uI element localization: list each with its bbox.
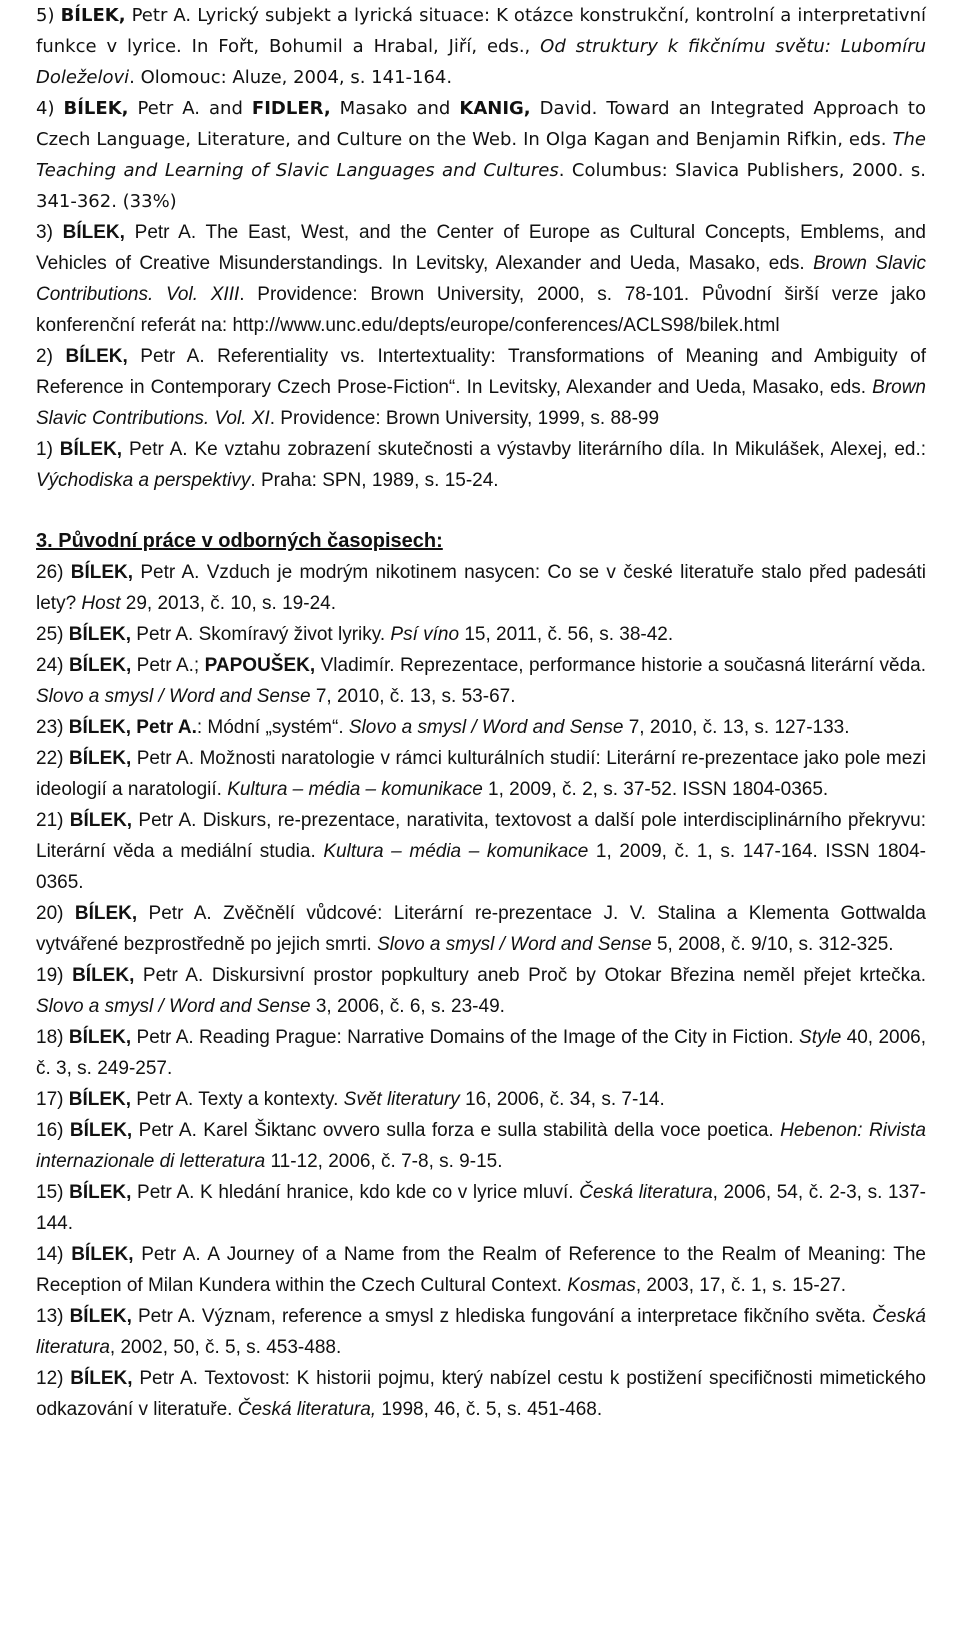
reference-entry [36,1115,926,1177]
publication-title: Hebenon: Rivista internazionale di letteratura [36,1120,926,1172]
reference-entry [36,557,926,619]
publication-title: Česká literatura [579,1182,713,1203]
author-rest: Petr A. [125,5,192,26]
coauthor-name: FIDLER, [251,98,331,119]
author-name: BÍLEK, [68,1027,132,1048]
reference-entry [36,1177,926,1239]
publication-title: Brown Slavic Contributions. Vol. XIII [36,253,926,305]
reference-entry-3 [36,217,926,341]
author-rest: Petr A. [124,222,197,243]
entry-text: Referentiality vs. Intertextuality: Transformations of Meaning and Ambiguity of Reference in Contemporary Czech Prose-Fiction“. In Levitsky, Alexander and Ueda, Masako, eds. [36,346,926,398]
publication-title: Východiska a perspektivy [36,470,251,491]
entry-tail: 1998, 46, č. 5, s. 451-468. [376,1399,603,1420]
publication-title: Slovo a smysl / Word and Sense [36,686,311,707]
author-name: BÍLEK, Petr A. [68,717,197,738]
publication-title: Slovo a smysl / Word and Sense [36,996,311,1017]
section-heading: 3. Původní práce v odborných časopisech: [36,530,443,552]
entry-text: Skomíravý život lyriky. [193,624,391,645]
publication-title: Brown Slavic Contributions. Vol. XI [36,377,926,429]
coauthor-name: PAPOUŠEK, [204,655,316,676]
reference-entry [36,712,926,743]
entry-tail: 29, 2013, č. 10, s. 19-24. [120,593,336,614]
entry-number: 25) [36,624,64,645]
author-rest: Petr A. [132,1120,197,1141]
author-rest: Petr A. [131,1182,195,1203]
entry-text: Karel Šiktanc ovvero sulla forza e sulla stabilità della voce poetica. [196,1120,781,1141]
reference-entry [36,1363,926,1425]
entry-text: Diskurs, re-prezentace, narativita, textovost a další pole interdisciplinárního překryvu: Literární věda a mediální studia. [36,810,927,862]
publication-title: Česká literatura [36,1306,926,1358]
reference-entry-5 [36,0,926,93]
entry-tail: 1, 2009, č. 2, s. 37-52. ISSN 1804-0365. [482,779,829,800]
publication-title: Kultura – média – komunikace [323,841,589,862]
entry-number: 12) [36,1368,64,1389]
author-name: BÍLEK, [70,562,134,583]
publication-title: Host [81,593,121,614]
author-rest: Petr A. and [128,98,252,119]
entry-text: David. Toward an Integrated Approach to Czech Language, Literature, and Culture on the Web. In Olga Kagan and Benjamin Rifkin, eds. [36,98,926,150]
entry-tail: 3, 2006, č. 6, s. 23-49. [310,996,505,1017]
entry-text: : Módní „systém“. [196,717,349,738]
entry-text: Vladimír. Reprezentace, performance historie a současná literární věda. [315,655,926,676]
publication-title: Od struktury k fikčnímu světu: Lubomíru Doleželovi [36,36,927,88]
entry-number: 19) [36,965,64,986]
publication-title: Psí víno [390,624,460,645]
entry-text: Význam, reference a smysl z hlediska fungování a interpretace fikčního světa. [195,1306,873,1327]
author-rest: Petr A. [134,965,204,986]
reference-entry [36,960,926,1022]
entry-tail: 7, 2010, č. 13, s. 127-133. [623,717,850,738]
reference-entry-2 [36,341,926,434]
entry-text: Texty a kontexty. [193,1089,344,1110]
author-rest: Petr A. [137,903,212,924]
reference-entry [36,898,926,960]
entry-tail: 5, 2008, č. 9/10, s. 312-325. [651,934,894,955]
author-name: BÍLEK, [68,748,132,769]
entry-number: 22) [36,748,64,769]
entry-number: 24) [36,655,64,676]
author-rest: Petr A. [122,439,188,460]
author-name: BÍLEK, [63,98,129,119]
reference-entry [36,1084,926,1115]
author-name: BÍLEK, [69,810,133,831]
publication-title: Kultura – média – komunikace [227,779,483,800]
coauthor-name: KANIG, [459,98,531,119]
entry-text: Možnosti naratologie v rámci kulturálních studií: Literární re-prezentace jako pole mezi ideologií a naratologií. [36,748,927,800]
entry-text: K hledání hranice, kdo kde co v lyrice mluví. [194,1182,580,1203]
author-name: BÍLEK, [71,1244,134,1265]
coauthor-rest: Masako and [330,98,460,119]
entry-tail: . Praha: SPN, 1989, s. 15-24. [250,470,499,491]
author-name: BÍLEK, [69,1306,132,1327]
entry-text: A Journey of a Name from the Realm of Reference to the Realm of Meaning: The Reception of Milan Kundera within the Czech Cultural Context. [36,1244,927,1296]
entry-text: The East, West, and the Center of Europe as Cultural Concepts, Emblems, and Vehicles of Creative Misunderstandings. In Levitsky, Alexander and Ueda, Masako, eds. [36,222,926,274]
reference-entry-1 [36,434,926,496]
journal-reference-list [36,557,926,1425]
author-rest: Petr A. [131,624,194,645]
entry-number: 26) [36,562,64,583]
entry-tail: , 2006, 54, č. 2-3, s. 137-144. [36,1182,927,1234]
author-name: BÍLEK, [69,1182,132,1203]
entry-text: Zvěčnělí vůdcové: Literární re-prezentace J. V. Stalina a Klementa Gottwalda vytvářené bezprostředně po jejich smrti. [36,903,926,955]
entry-tail: . Columbus: Slavica Publishers, 2000. s. 341-362. (33%) [36,160,926,212]
entry-text: Ke vztahu zobrazení skutečnosti a výstavby literárního díla. In Mikulášek, Alexej, ed.: [187,439,927,460]
author-rest: Petr A. [133,562,200,583]
entry-text: Lyrický subjekt a lyrická situace: K otázce konstrukční, kontrolní a interpretativní funkce v lyrice. In Fořt, Bohumil a Hrabal, Jiří, eds., [36,5,926,57]
entry-tail: . Providence: Brown University, 1999, s. 88-99 [269,408,660,429]
entry-number: 5) [36,5,55,26]
top-reference-list [36,0,926,496]
entry-tail: 40, 2006, č. 3, s. 249-257. [36,1027,926,1079]
entry-number: 20) [36,903,64,924]
author-rest: Petr A. [127,346,205,367]
author-name: BÍLEK, [68,1089,132,1110]
entry-tail: . Olomouc: Aluze, 2004, s. 141-164. [129,67,453,88]
entry-number: 4) [36,98,55,119]
entry-number: 18) [36,1027,64,1048]
reference-entry [36,805,926,898]
entry-tail: 11-12, 2006, č. 7-8, s. 9-15. [265,1151,503,1172]
author-name: BÍLEK, [62,222,125,243]
entry-tail: . Providence: Brown University, 2000, s. 78-101. Původní širší verze jako konferenční referát na: http://www.unc.edu/depts/europe/conferences/ACLS98/bilek.html [36,284,926,336]
author-name: BÍLEK, [59,439,123,460]
reference-entry-4 [36,93,926,217]
entry-number: 2) [36,346,53,367]
publication-title: Style [799,1027,842,1048]
entry-number: 13) [36,1306,64,1327]
author-rest: Petr A. [133,1244,201,1265]
reference-entry [36,1301,926,1363]
publication-title: Kosmas [567,1275,636,1296]
publication-title: The Teaching and Learning of Slavic Languages and Cultures [36,129,926,181]
entry-text: Vzduch je modrým nikotinem nasycen: Co se v české literatuře stalo před padesáti lety? [36,562,927,614]
author-name: BÍLEK, [69,1120,133,1141]
author-rest: Petr A. [132,1368,198,1389]
entry-number: 17) [36,1089,64,1110]
entry-number: 3) [36,222,53,243]
author-name: BÍLEK, [68,624,132,645]
author-name: BÍLEK, [65,346,128,367]
author-name: BÍLEK, [68,655,132,676]
entry-tail: , 2002, 50, č. 5, s. 453-488. [109,1337,342,1358]
author-rest: Petr A.; [131,655,205,676]
reference-entry [36,619,926,650]
entry-number: 15) [36,1182,64,1203]
author-rest: Petr A. [131,1089,194,1110]
publication-title: Česká literatura, [237,1399,377,1420]
entry-text: Diskursivní prostor popkultury aneb Proč by Otokar Březina neměl přejet krtečka. [203,965,927,986]
reference-entry [36,743,926,805]
entry-tail: 1, 2009, č. 1, s. 147-164. ISSN 1804-0365. [36,841,926,893]
author-rest: Petr A. [131,1306,196,1327]
entry-tail: , 2003, 17, č. 1, s. 15-27. [635,1275,847,1296]
author-name: BÍLEK, [72,965,135,986]
entry-tail: 15, 2011, č. 56, s. 38-42. [459,624,674,645]
author-name: BÍLEK, [60,5,126,26]
reference-entry [36,650,926,712]
entry-number: 14) [36,1244,64,1265]
entry-tail: 16, 2006, č. 34, s. 7-14. [459,1089,665,1110]
publication-title: Svět literatury [343,1089,460,1110]
author-rest: Petr A. [131,748,194,769]
publication-title: Slovo a smysl / Word and Sense [377,934,652,955]
entry-number: 1) [36,439,53,460]
author-rest: Petr A. [132,810,197,831]
reference-entry [36,1022,926,1084]
entry-number: 23) [36,717,64,738]
entry-tail: 7, 2010, č. 13, s. 53-67. [310,686,516,707]
publication-title: Slovo a smysl / Word and Sense [348,717,624,738]
entry-text: Reading Prague: Narrative Domains of the Image of the City in Fiction. [193,1027,800,1048]
author-name: BÍLEK, [70,1368,133,1389]
entry-text: Textovost: K historii pojmu, který nabízel cestu k postižení specifičnosti mimetického odkazování v literatuře. [36,1368,926,1420]
entry-number: 21) [36,810,64,831]
author-rest: Petr A. [131,1027,194,1048]
author-name: BÍLEK, [74,903,138,924]
entry-number: 16) [36,1120,64,1141]
reference-entry [36,1239,926,1301]
